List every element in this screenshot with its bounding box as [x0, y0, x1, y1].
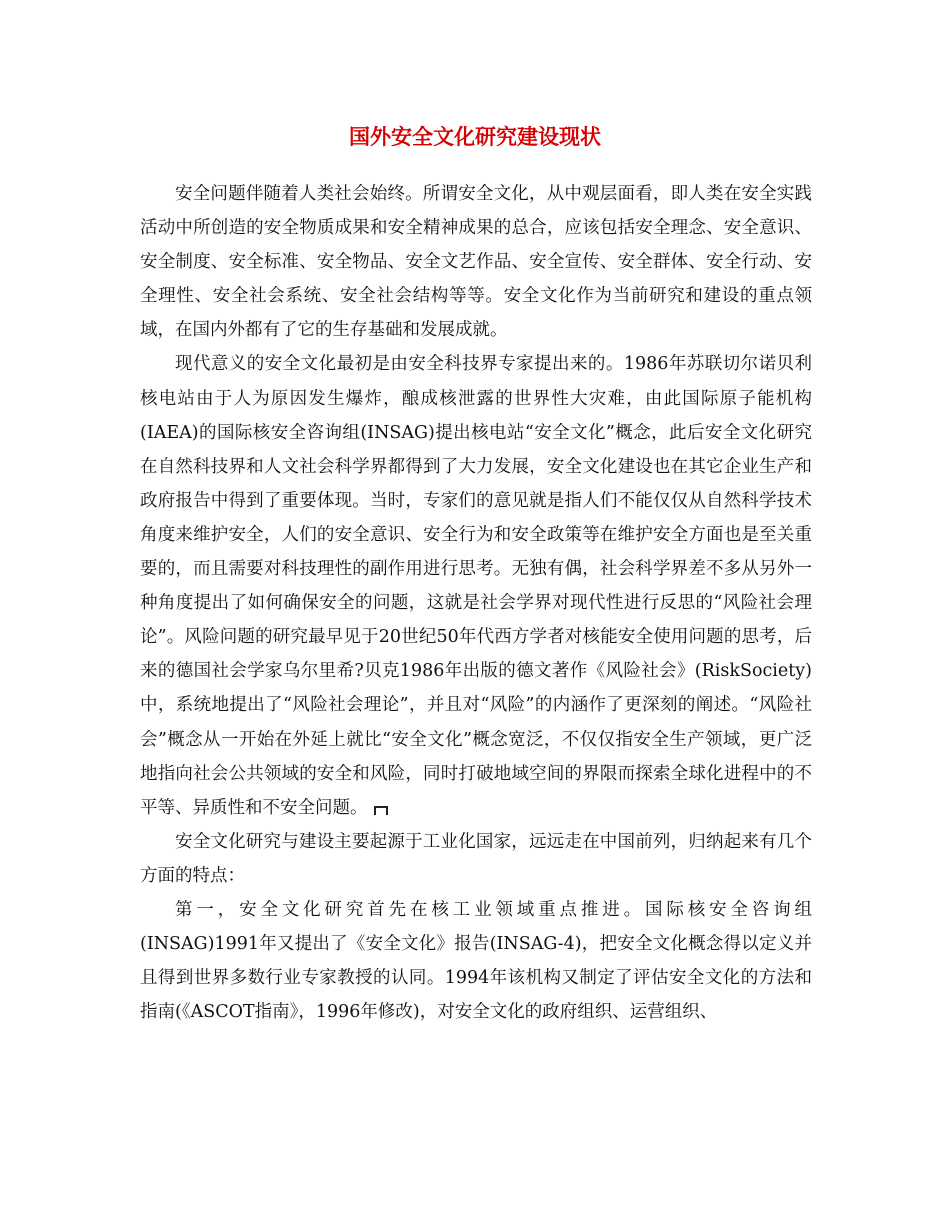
paragraph-2-text: 现代意义的安全文化最初是由安全科技界专家提出来的。1986年苏联切尔诺贝利核电站由于人为原因发生爆炸，酿成核泄露的世界性大灾难，由此国际原子能机构(IAEA)的国际核安全咨询组(INSAG)提出核电站“安全文化”概念，此后安全文化研究在自然科技界和人文社会科学界都得到了大力发展，安全文化建设也在其它企业生产和政府报告中得到了重要体现。当时，专家们的意见就是指人们不能仅仅从自然科学技术角度来维护安全，人们的安全意识、安全行为和安全政策等在维护安全方面也是至关重要的，而且需要对科技理性的副作用进行思考。无独有偶，社会科学界差不多从另外一种角度提出了如何确保安全的问题，这就是社会学界对现代性进行反思的“风险社会理论”。风险问题的研究最早见于20世纪50年代西方学者对核能安全使用问题的思考，后来的德国社会学家乌尔里希?贝克1986年出版的德文著作《风险社会》(RiskSociety)中，系统地提出了“风险社会理论”，并且对“风险”的内涵作了更深刻的阐述。“风险社会”概念从一开始在外延上就比“安全文化”概念宽泛，不仅仅指安全生产领域，更广泛地指向社会公共领域的安全和风险，同时打破地域空间的界限而探索全球化进程中的不平等、异质性和不安全问题。 — [140, 354, 812, 818]
paragraph-1: 安全问题伴随着人类社会始终。所谓安全文化，从中观层面看，即人类在安全实践活动中所创造的安全物质成果和安全精神成果的总合，应该包括安全理念、安全意识、安全制度、安全标准、安全物品、安全文艺作品、安全宣传、安全群体、安全行动、安全理性、安全社会系统、安全社会结构等等。安全文化作为当前研究和建设的重点领域，在国内外都有了它的生存基础和发展成就。 — [140, 184, 812, 341]
paragraph-2 — [140, 347, 812, 824]
document-body — [140, 177, 812, 1029]
document-title: 国外安全文化研究建设现状 — [349, 124, 601, 149]
paragraph-4: 第一，安全文化研究首先在核工业领域重点推进。国际核安全咨询组(INSAG)1991年又提出了《安全文化》报告(INSAG-4)，把安全文化概念得以定义并且得到世界多数行业专家教授的认同。1994年该机构又制定了评估安全文化的方法和指南(《ASCOT指南》，1996年修改)，对安全文化的政府组织、运营组织、 — [140, 899, 812, 1023]
text-cursor-mark — [374, 806, 388, 815]
paragraph-3: 安全文化研究与建设主要起源于工业化国家，远远走在中国前列，归纳起来有几个方面的特点： — [140, 831, 812, 886]
